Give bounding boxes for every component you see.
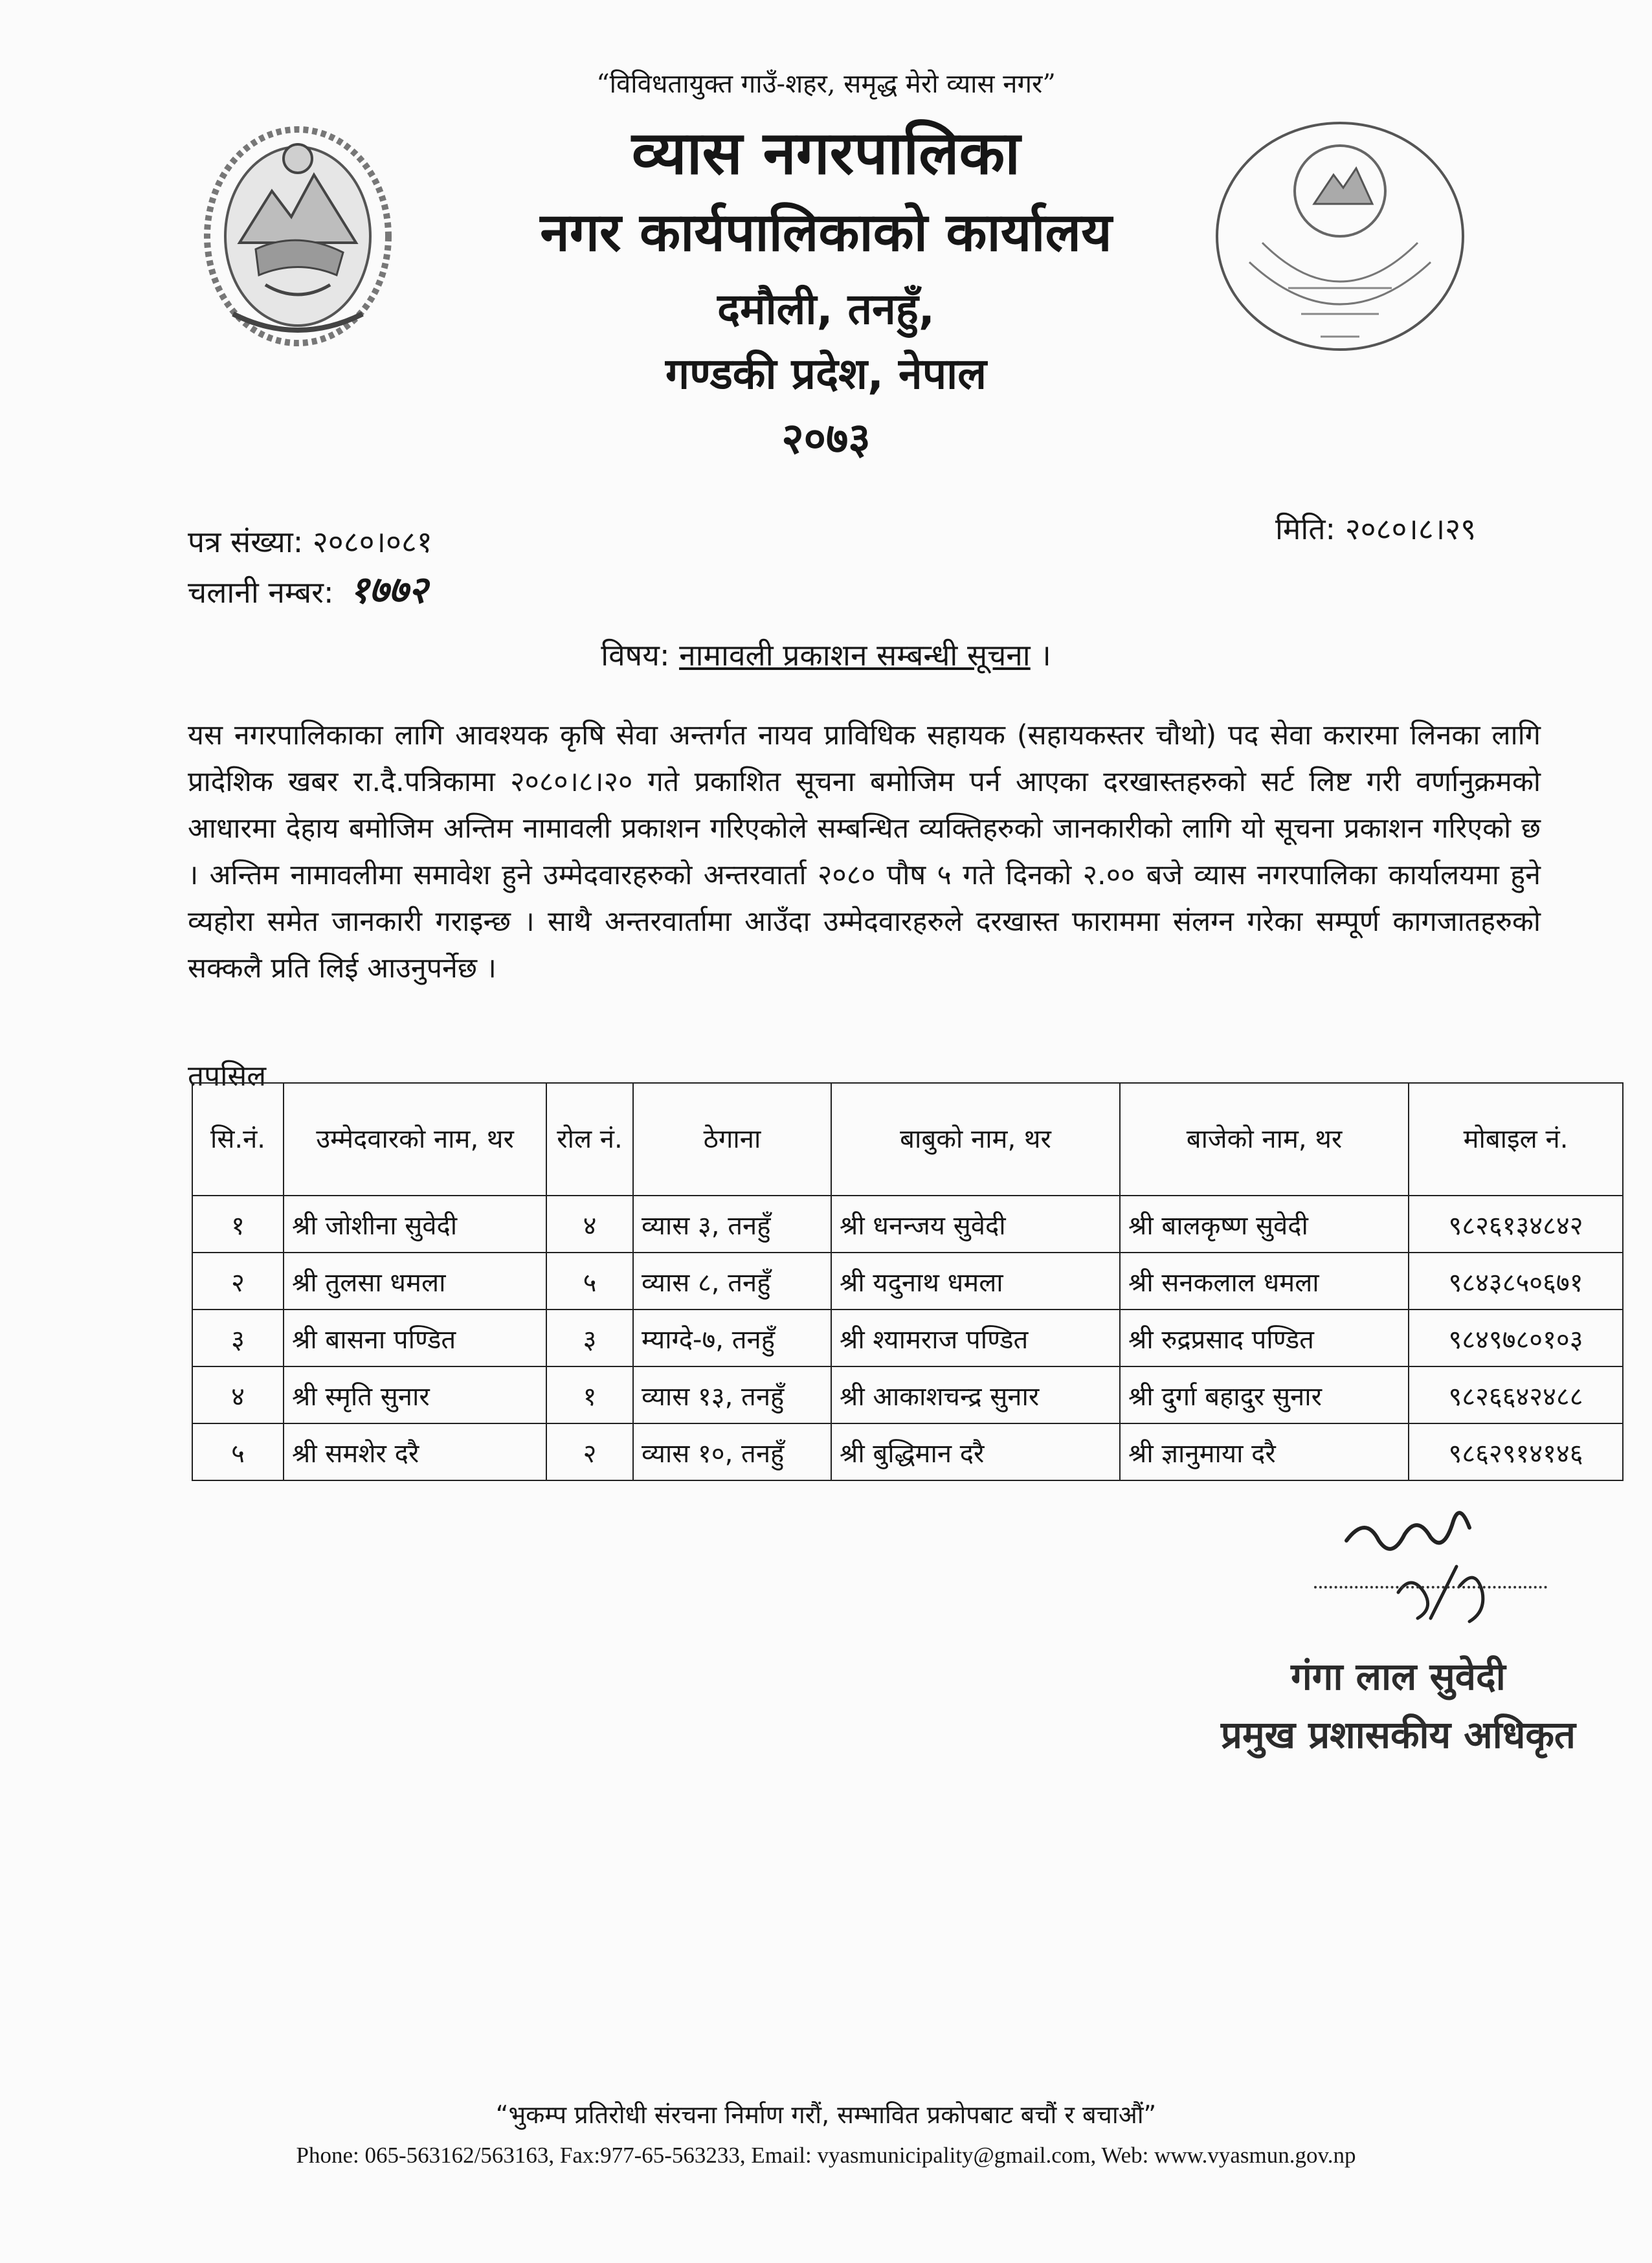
signatory-title: प्रमुख प्रशासकीय अधिकृत (1220, 1713, 1576, 1757)
date-value: २०८०।८।२९ (1345, 511, 1476, 546)
cell-father: श्री आकाशचन्द्र सुनार (831, 1366, 1120, 1423)
cell-sn: १ (192, 1196, 284, 1253)
cell-grandfather: श्री ज्ञानुमाया दरै (1120, 1423, 1409, 1480)
cell-sn: ५ (192, 1423, 284, 1480)
cell-grandfather: श्री सनकलाल धमला (1120, 1253, 1409, 1310)
subject-end: । (1040, 638, 1051, 673)
cell-mobile: ९८४९७८०१०३ (1409, 1310, 1623, 1366)
cell-roll: ५ (546, 1253, 633, 1310)
dispatch-number-row (188, 566, 432, 616)
signatory-name: गंगा लाल सुवेदी (1291, 1655, 1506, 1699)
header-name: उम्मेदवारको नाम, थर (284, 1083, 546, 1196)
cell-sn: २ (192, 1253, 284, 1310)
organization-name: व्यास नगरपालिका (631, 118, 1021, 188)
cell-roll: १ (546, 1366, 633, 1423)
footer-contact-info: Phone: 065-563162/563163, Fax:977-65-563233, Email: vyasmunicipality@gmail.com, Web: www.vyasmun.gov.np (296, 2143, 1356, 2168)
header-grandfather: बाजेको नाम, थर (1120, 1083, 1409, 1196)
header-address: ठेगाना (633, 1083, 831, 1196)
header-sn: सि.नं. (192, 1083, 284, 1196)
table-header-row (192, 1083, 1623, 1196)
table-row (192, 1253, 1623, 1310)
office-address-line2: गण्डकी प्रदेश, नेपाल (665, 349, 987, 399)
cell-name: श्री स्मृति सुनार (284, 1366, 546, 1423)
cell-grandfather: श्री दुर्गा बहादुर सुनार (1120, 1366, 1409, 1423)
cell-father: श्री श्यामराज पण्डित (831, 1310, 1120, 1366)
subject-text: नामावली प्रकाशन सम्बन्धी सूचना (679, 638, 1031, 673)
cell-name: श्री तुलसा धमला (284, 1253, 546, 1310)
dispatch-number-value: १७७२ (350, 568, 428, 612)
cell-father: श्री धनन्जय सुवेदी (831, 1196, 1120, 1253)
date-label: मिति: (1275, 511, 1336, 546)
signature-line (1314, 1579, 1547, 1589)
establishment-year: २०७३ (781, 414, 871, 463)
cell-name: श्री जोशीना सुवेदी (284, 1196, 546, 1253)
office-stamp (1204, 113, 1476, 372)
cell-sn: ४ (192, 1366, 284, 1423)
cell-father: श्री यदुनाथ धमला (831, 1253, 1120, 1310)
cell-mobile: ९८४३८५०६७१ (1409, 1253, 1623, 1310)
office-address-line1: दमौली, तनहुँ, (717, 284, 935, 334)
subject-line (0, 634, 1652, 674)
reference-block (188, 518, 432, 616)
cell-grandfather: श्री बालकृष्ण सुवेदी (1120, 1196, 1409, 1253)
cell-grandfather: श्री रुद्रप्रसाद पण्डित (1120, 1310, 1409, 1366)
cell-roll: ४ (546, 1196, 633, 1253)
table-row (192, 1310, 1623, 1366)
candidate-table (192, 1082, 1624, 1481)
table-row (192, 1423, 1623, 1480)
dispatch-number-label: चलानी नम्बर: (188, 575, 334, 610)
cell-name: श्री समशेर दरै (284, 1423, 546, 1480)
handwritten-signature (1321, 1495, 1515, 1638)
letter-number-row (188, 518, 432, 566)
cell-sn: ३ (192, 1310, 284, 1366)
nepal-emblem-icon (194, 120, 401, 353)
table-row (192, 1366, 1623, 1423)
subject-label: विषय: (601, 638, 670, 673)
letter-number-value: २०८०।०८१ (312, 524, 432, 559)
cell-address: व्यास १३, तनहुँ (633, 1366, 831, 1423)
cell-roll: ३ (546, 1310, 633, 1366)
tagline: “विविधतायुक्त गाउँ-शहर, समृद्ध मेरो व्यास नगर” (596, 69, 1056, 99)
cell-address: म्याग्दे-७, तनहुँ (633, 1310, 831, 1366)
cell-name: श्री बासना पण्डित (284, 1310, 546, 1366)
cell-mobile: ९८२६६४२४८८ (1409, 1366, 1623, 1423)
cell-mobile: ९८२६१३४८४२ (1409, 1196, 1623, 1253)
cell-roll: २ (546, 1423, 633, 1480)
date-row (1275, 508, 1476, 548)
schedule-heading: तपसिल (188, 1060, 267, 1093)
header-mobile: मोबाइल नं. (1409, 1083, 1623, 1196)
cell-address: व्यास १०, तनहुँ (633, 1423, 831, 1480)
header-roll: रोल नं. (546, 1083, 633, 1196)
cell-father: श्री बुद्धिमान दरै (831, 1423, 1120, 1480)
cell-address: व्यास ३, तनहुँ (633, 1196, 831, 1253)
cell-address: व्यास ८, तनहुँ (633, 1253, 831, 1310)
cell-mobile: ९८६२९१४१४६ (1409, 1423, 1623, 1480)
letter-number-label: पत्र संख्या: (188, 524, 304, 559)
header-father: बाबुको नाम, थर (831, 1083, 1120, 1196)
notice-body: यस नगरपालिकाका लागि आवश्यक कृषि सेवा अन्तर्गत नायव प्राविधिक सहायक (सहायकस्तर चौथो) पद सेवा करारमा लिनका लागि प्रादेशिक खबर रा.दै.पत्रिकामा २०८०।८।२० गते प्रकाशित सूचना बमोजिम पर्न आएका दरखास्तहरुको सर्ट लिष्ट गरी वर्णानुक्रमको आधारमा देहाय बमोजिम अन्तिम नामावली प्रकाशन गरिएकोले सम्बन्धित व्यक्तिहरुको जानकारीको लागि यो सूचना प्रकाशन गरिएको छ । अन्तिम नामावलीमा समावेश हुने उम्मेदवारहरुको अन्तरवार्ता २०८० पौष ५ गते दिनको २.०० बजे व्यास नगरपालिका कार्यालयमा हुने व्यहोरा समेत जानकारी गराइन्छ । साथै अन्तरवार्तामा आउँदा उम्मेदवारहरुले दरखास्त फाराममा संलग्न गरेका सम्पूर्ण कागजातहरुको सक्कलै प्रति लिई आउनुपर्नेछ । (188, 719, 1541, 985)
table-row (192, 1196, 1623, 1253)
office-name: नगर कार्यपालिकाको कार्यालय (540, 202, 1112, 263)
footer-slogan: “भुकम्प प्रतिरोधी संरचना निर्माण गरौं, सम्भावित प्रकोपबाट बचौं र बचाऔं” (495, 2101, 1157, 2129)
signatory-block (1217, 1647, 1579, 1764)
